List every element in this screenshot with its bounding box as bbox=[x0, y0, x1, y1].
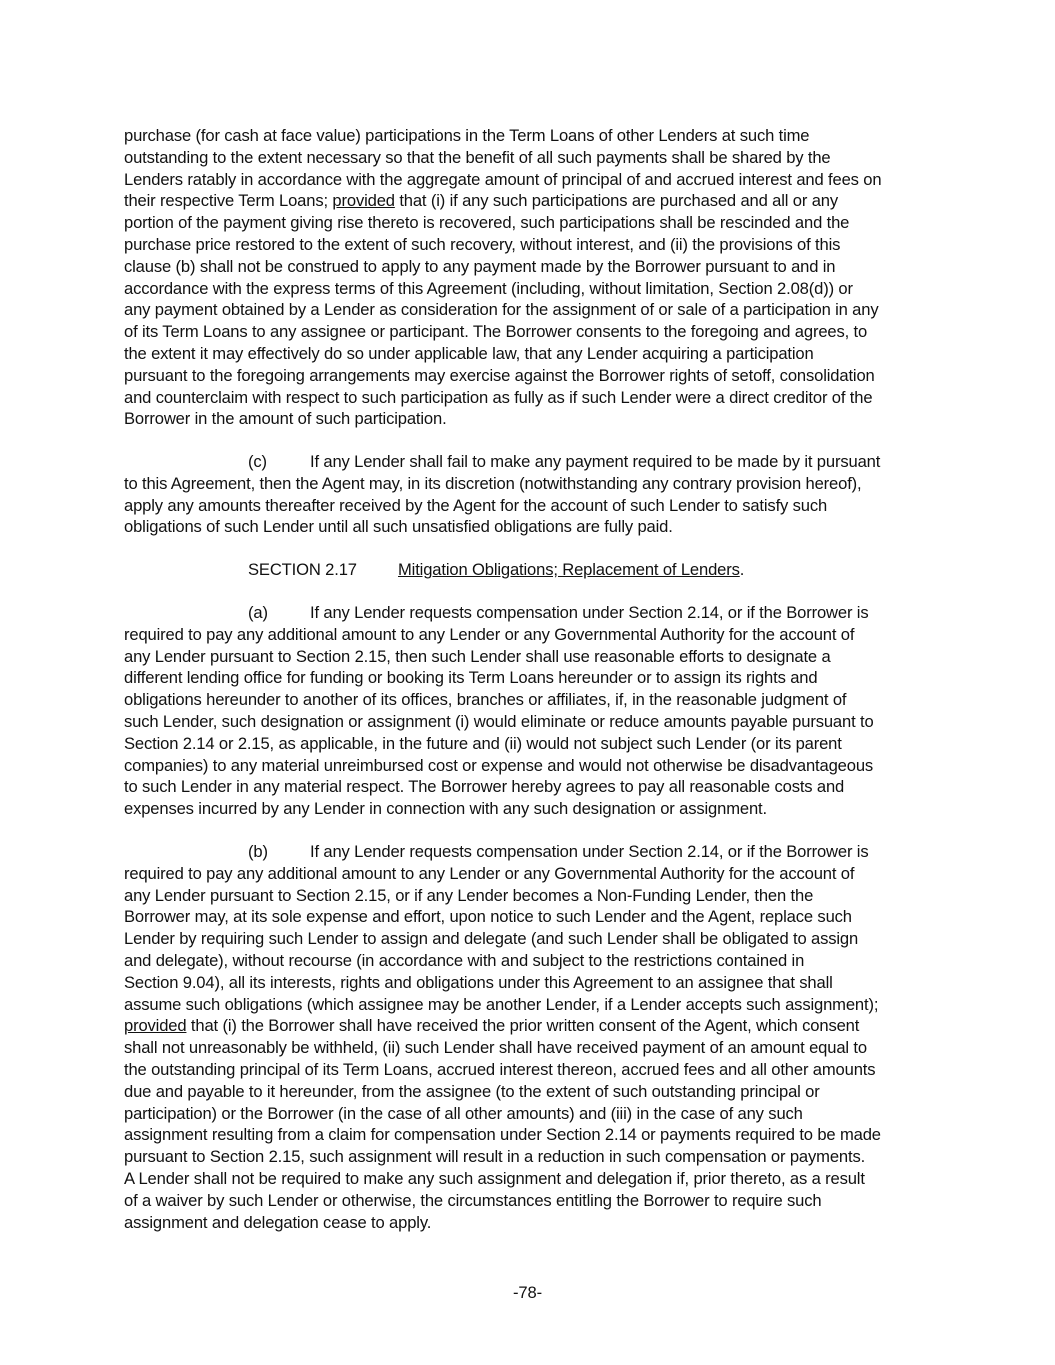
section-title: Mitigation Obligations; Replacement of Lenders bbox=[398, 560, 740, 579]
paragraph-a bbox=[124, 602, 929, 820]
text-run: that (i) if any such participations are purchased and all or any bbox=[394, 191, 838, 211]
text-line: and counterclaim with respect to such participation as fully as if such Lender were a direct creditor of the bbox=[124, 387, 873, 407]
paragraph-label: (c) bbox=[248, 452, 267, 471]
page-number: -78- bbox=[513, 1283, 542, 1302]
text-line: purchase price restored to the extent of such recovery, without interest, and (ii) the provisions of this bbox=[124, 234, 841, 254]
text-run: If any Lender requests compensation under Section 2.14, or if the Borrower is bbox=[310, 603, 869, 622]
text-line: Borrower in the amount of such participation. bbox=[124, 409, 447, 429]
text-line: any Lender pursuant to Section 2.15, or if any Lender becomes a Non-Funding Lender, then the bbox=[124, 885, 814, 905]
text-line: purchase (for cash at face value) participations in the Term Loans of other Lenders at such time bbox=[124, 126, 810, 145]
text-line: any payment obtained by a Lender as consideration for the assignment of or sale of a participation in any bbox=[124, 300, 879, 320]
text-line: participation) or the Borrower (in the case of all other amounts) and (iii) in the case of any such bbox=[124, 1103, 803, 1123]
text-line: assume such obligations (which assignee may be another Lender, if a Lender accepts such assignment); bbox=[124, 994, 879, 1014]
paragraph-b bbox=[124, 841, 929, 1233]
text-line bbox=[124, 559, 929, 581]
paragraph-label: (b) bbox=[248, 842, 268, 861]
text-line bbox=[124, 841, 929, 863]
text-run: If any Lender shall fail to make any payment required to be made by it pursuant bbox=[310, 452, 881, 471]
paragraph-continuation bbox=[124, 125, 929, 430]
text-line: the outstanding principal of its Term Loans, accrued interest thereon, accrued fees and all other amounts bbox=[124, 1059, 876, 1079]
text-line: obligations hereunder to another of its offices, branches or affiliates, if, in the reasonable judgment of bbox=[124, 690, 847, 710]
text-line: pursuant to the foregoing arrangements may exercise against the Borrower rights of setoff, consolidation bbox=[124, 365, 875, 385]
text-line: Lenders ratably in accordance with the aggregate amount of principal of and accrued interest and fees on bbox=[124, 169, 882, 189]
text-line: to this Agreement, then the Agent may, in its discretion (notwithstanding any contrary provision hereof), bbox=[124, 473, 862, 493]
text-line: such Lender, such designation or assignment (i) would eliminate or reduce amounts payable pursuant to bbox=[124, 711, 874, 731]
text-line: the extent it may effectively do so under applicable law, that any Lender acquiring a participation bbox=[124, 343, 814, 363]
text-line: required to pay any additional amount to any Lender or any Governmental Authority for the account of bbox=[124, 863, 855, 883]
text-line: clause (b) shall not be construed to apply to any payment made by the Borrower pursuant to and in bbox=[124, 256, 836, 276]
text-line: different lending office for funding or booking its Term Loans hereunder or to assign its rights and bbox=[124, 668, 818, 688]
text-line: obligations of such Lender until all such unsatisfied obligations are fully paid. bbox=[124, 517, 673, 537]
text-line: Lender by requiring such Lender to assign and delegate (and such Lender shall be obligated to assign bbox=[124, 929, 859, 949]
text-line: any Lender pursuant to Section 2.15, then such Lender shall use reasonable efforts to designate a bbox=[124, 646, 831, 666]
text-line: required to pay any additional amount to any Lender or any Governmental Authority for the account of bbox=[124, 624, 855, 644]
text-run: their respective Term Loans; bbox=[124, 191, 333, 211]
text-line bbox=[124, 451, 929, 473]
text-line bbox=[124, 602, 929, 624]
text-line bbox=[124, 1015, 929, 1037]
text-line: outstanding to the extent necessary so that the benefit of all such payments shall be shared by the bbox=[124, 147, 831, 167]
paragraph-label: (a) bbox=[248, 603, 268, 622]
paragraph-c bbox=[124, 451, 929, 538]
section-title-period: . bbox=[739, 560, 745, 579]
provided-term: provided bbox=[332, 191, 395, 211]
text-line: pursuant to Section 2.15, such assignment will result in a reduction in such compensation or payments. bbox=[124, 1147, 866, 1167]
text-line: portion of the payment giving rise thereto is recovered, such participations shall be rescinded and the bbox=[124, 213, 850, 233]
text-run: that (i) the Borrower shall have received the prior written consent of the Agent, which consent bbox=[186, 1016, 860, 1036]
text-line: Section 9.04), all its interests, rights and obligations under this Agreement to an assignee that shall bbox=[124, 972, 833, 992]
text-line: shall not unreasonably be withheld, (ii) such Lender shall have received payment of an amount equal to bbox=[124, 1038, 867, 1058]
text-line: of a waiver by such Lender or otherwise, the circumstances entitling the Borrower to require such bbox=[124, 1190, 822, 1210]
text-line: and delegate), without recourse (in accordance with and subject to the restrictions contained in bbox=[124, 950, 805, 970]
text-line: A Lender shall not be required to make any such assignment and delegation if, prior thereto, as a result bbox=[124, 1168, 865, 1188]
text-line: to such Lender in any material respect. The Borrower hereby agrees to pay all reasonable costs and bbox=[124, 777, 845, 797]
text-run: If any Lender requests compensation under Section 2.14, or if the Borrower is bbox=[310, 842, 869, 861]
section-number: SECTION 2.17 bbox=[248, 560, 357, 579]
text-line: apply any amounts thereafter received by the Agent for the account of such Lender to satisfy such bbox=[124, 495, 828, 515]
text-line: assignment and delegation cease to apply. bbox=[124, 1212, 432, 1232]
text-line: Borrower may, at its sole expense and effort, upon notice to such Lender and the Agent, replace such bbox=[124, 907, 852, 927]
text-line: expenses incurred by any Lender in connection with any such designation or assignment. bbox=[124, 799, 767, 819]
text-line: companies) to any material unreimbursed cost or expense and would not otherwise be disadvantageous bbox=[124, 755, 874, 775]
text-line: Section 2.14 or 2.15, as applicable, in the future and (ii) would not subject such Lender (or its parent bbox=[124, 733, 842, 753]
text-line: assignment resulting from a claim for compensation under Section 2.14 or payments required to be made bbox=[124, 1125, 881, 1145]
text-line: of its Term Loans to any assignee or participant. The Borrower consents to the foregoing and agrees, to bbox=[124, 322, 868, 342]
section-heading bbox=[124, 559, 929, 581]
text-line: due and payable to it hereunder, from the assignee (to the extent of such outstanding principal or bbox=[124, 1081, 820, 1101]
text-line bbox=[124, 190, 929, 212]
text-line: accordance with the express terms of this Agreement (including, without limitation, Section 2.08(d)) or bbox=[124, 278, 853, 298]
provided-term: provided bbox=[124, 1016, 187, 1036]
